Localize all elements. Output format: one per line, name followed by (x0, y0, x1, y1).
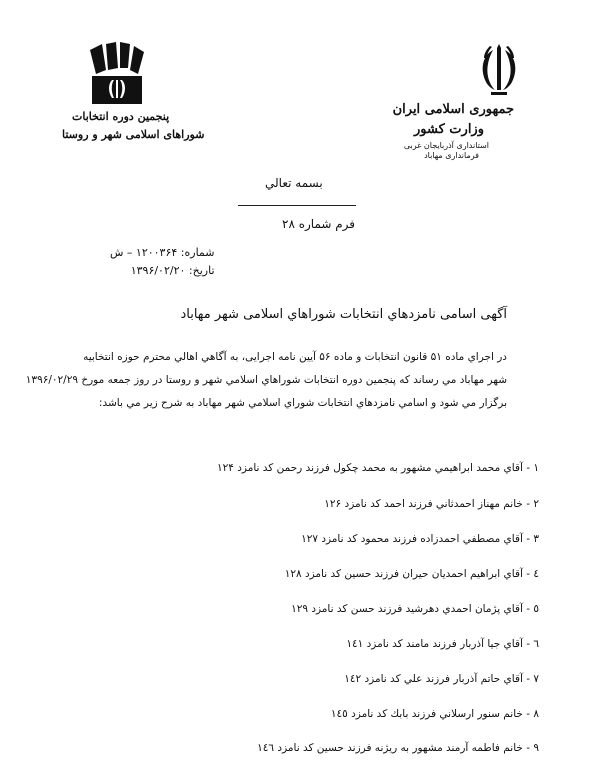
candidate-item: ٥ - آقاي پژمان احمدي دهرشيد فرزند حسن كد نامزد ۱۲۹ (291, 603, 539, 615)
heading-divider (238, 205, 356, 206)
form-number: فرم شماره ۲۸ (282, 217, 356, 231)
candidate-item: ۲ - خانم مهناز احمدثاني فرزند احمد كد نامزد ۱۲۶ (324, 498, 539, 510)
ministry-line-1: جمهوری اسلامی ایران (392, 102, 514, 117)
election-logo-line-2: شوراهای اسلامی شهر و روستا (62, 128, 205, 141)
number-label: شماره: (180, 246, 215, 259)
intro-line: شهر مهاباد مي رساند كه پنجمين دوره انتخابات شوراهاي اسلامي شهر و روستا در روز جمعه مورخ ۱۳۹۶/۰۲/۲۹ (25, 374, 507, 386)
ballot-box-icon (82, 40, 152, 108)
intro-line: در اجراي ماده ۵۱ قانون انتخابات و ماده ۵۶ آيين نامه اجرايی، به آگاهي اهالي محترم حوزه انتخابيه (83, 351, 507, 363)
candidate-item: ۸ - خانم سنور ارسلاني فرزند بابك كد نامزد ۱٤٥ (330, 708, 539, 720)
candidate-item: ٤ - آقاي ابراهيم احمديان حيران فرزند حسين كد نامزد ۱۲۸ (284, 568, 539, 580)
date-label: تاريخ: (188, 264, 215, 277)
candidate-item: ٦ - آقاي جيا آذربار فرزند مامند كد نامزد ۱٤۱ (346, 638, 539, 650)
number-value: ۱۲۰۰۳۶۴ – ش (110, 246, 178, 259)
date-value: ۱۳۹۶/۰۲/۲۰ (130, 264, 186, 277)
announcement-title: آگهی اسامی نامزدهاي انتخابات شوراهاي اسلامی شهر مهاباد (180, 307, 507, 322)
intro-line: برگزار مي شود و اسامي نامزدهاي انتخابات شوراي اسلامي شهر مهاباد به شرح زير مي باشد: (98, 397, 507, 409)
candidate-item: ۷ - آقاي حاتم آذربار فرزند علي كد نامزد ۱٤۲ (344, 673, 539, 685)
intro-paragraph (25, 346, 507, 415)
iran-emblem-icon (464, 40, 534, 98)
election-logo-line-1: پنجمین دوره انتخابات (72, 110, 170, 123)
candidate-item: ۹ - خانم فاطمه آرمند مشهور به ريژنه فرزند حسين كد نامزد ۱٤٦ (257, 742, 539, 754)
ministry-logo (392, 40, 549, 160)
bismillah-heading: بسمه تعالي (265, 176, 323, 190)
candidate-item: ۳ - آقاي مصطفي احمدزاده فرزند محمود كد نامزد ۱۲۷ (301, 533, 539, 545)
date-row (110, 262, 215, 280)
ministry-line-2: وزارت کشور (414, 122, 484, 137)
letter-meta (110, 244, 215, 280)
ministry-line-4: فرمانداری مهاباد (424, 151, 479, 160)
candidate-item: ۱ - آقاي محمد ابراهيمي مشهور به محمد چكول فرزند رحمن كد نامزد ۱۲۴ (216, 462, 539, 474)
ministry-line-3: استانداری آذربایجان غربی (403, 141, 489, 150)
number-row (110, 244, 215, 262)
election-logo (62, 40, 205, 150)
